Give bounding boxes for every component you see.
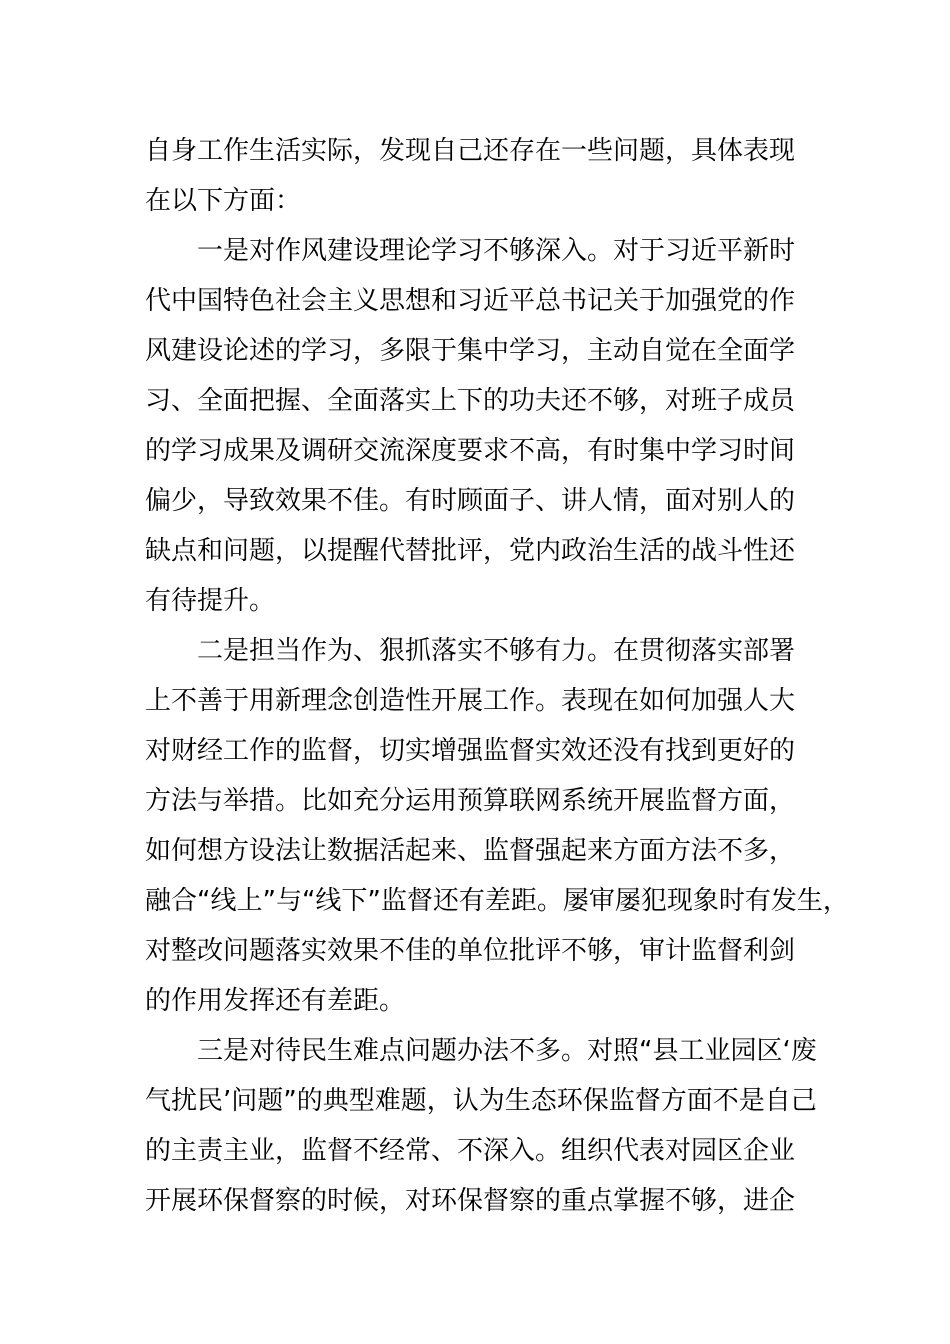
paragraph-first-line: 一是对作风建设理论学习不够深入。对于习近平新时 xyxy=(197,236,796,266)
text-line: 代中国特色社会主义思想和习近平总书记关于加强党的作 xyxy=(145,286,796,316)
text-line: 的主责主业，监督不经常、不深入。组织代表对园区企业 xyxy=(145,1136,796,1166)
text-line: 习、全面把握、全面落实上下的功夫还不够，对班子成员 xyxy=(145,386,796,416)
text-line: 上不善于用新理念创造性开展工作。表现在如何加强人大 xyxy=(145,686,796,716)
text-line: 在以下方面： xyxy=(145,186,302,216)
text-line: 的学习成果及调研交流深度要求不高，有时集中学习时间 xyxy=(145,436,796,466)
text-line: 方法与举措。比如充分运用预算联网系统开展监督方面， xyxy=(145,786,796,816)
paragraph-first-line: 三是对待民生难点问题办法不多。对照“县工业园区‘废 xyxy=(197,1036,817,1066)
text-line: 偏少，导致效果不佳。有时顾面子、讲人情，面对别人的 xyxy=(145,486,796,516)
text-line: 如何想方设法让数据活起来、监督强起来方面方法不多， xyxy=(145,836,796,866)
paragraph-first-line: 二是担当作为、狠抓落实不够有力。在贯彻落实部署 xyxy=(197,636,796,666)
text-line: 对财经工作的监督，切实增强监督实效还没有找到更好的 xyxy=(145,736,796,766)
text-line: 风建设论述的学习，多限于集中学习，主动自觉在全面学 xyxy=(145,336,796,366)
text-line: 有待提升。 xyxy=(145,586,276,616)
text-line: 对整改问题落实效果不佳的单位批评不够，审计监督利剑 xyxy=(145,936,796,966)
text-line: 的作用发挥还有差距。 xyxy=(145,986,406,1016)
text-line: 气扰民’问题”的典型难题，认为生态环保监督方面不是自己 xyxy=(145,1086,817,1116)
text-line: 融合“线上”与“线下”监督还有差距。屡审屡犯现象时有发生， xyxy=(145,886,849,916)
text-line: 缺点和问题，以提醒代替批评，党内政治生活的战斗性还 xyxy=(145,536,796,566)
text-line: 开展环保督察的时候，对环保督察的重点掌握不够，进企 xyxy=(145,1186,796,1216)
text-line: 自身工作生活实际，发现自己还存在一些问题，具体表现 xyxy=(145,136,796,166)
